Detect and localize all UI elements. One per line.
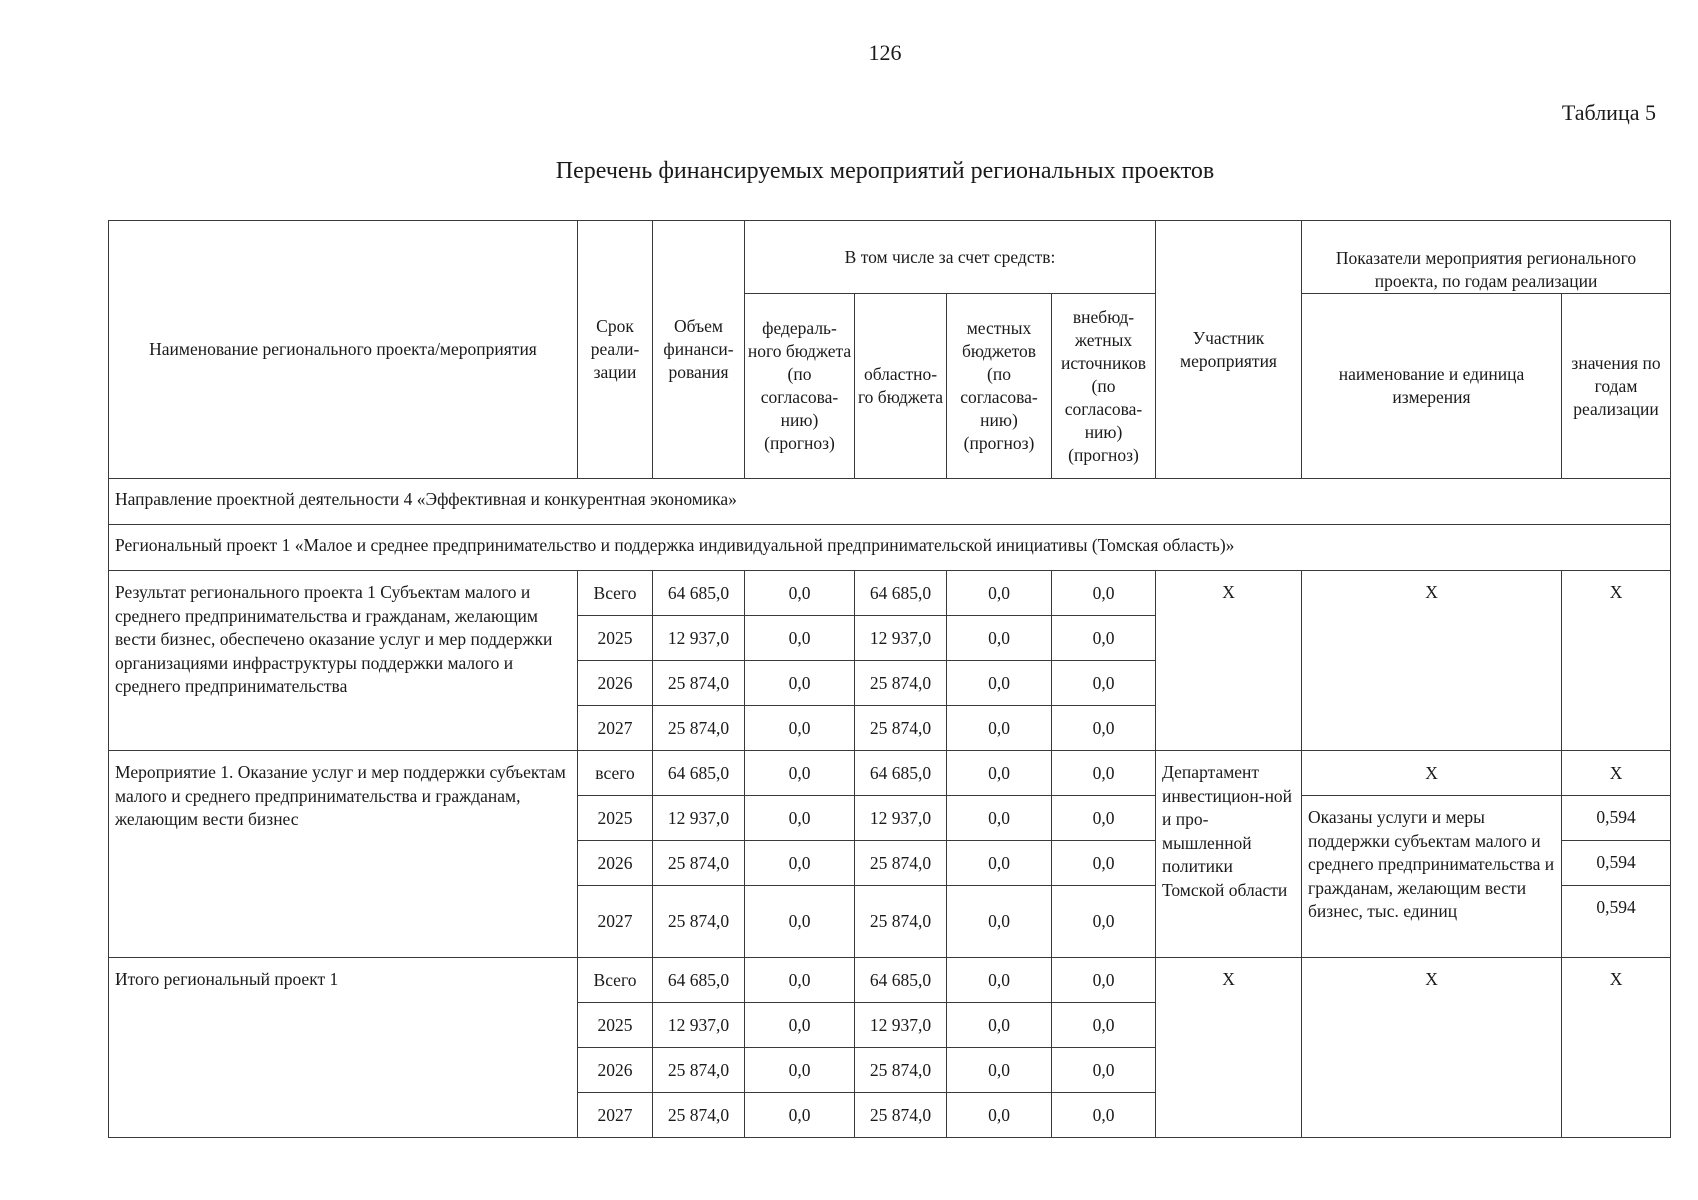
cell-indicator-name: Х [1302, 751, 1562, 796]
header-name: Наименование регионального проекта/мероприятия [109, 221, 578, 479]
cell-term: Всего [578, 571, 653, 616]
cell-extrabudget: 0,0 [1052, 661, 1156, 706]
cell-regional: 25 874,0 [855, 1048, 947, 1093]
cell-local: 0,0 [947, 616, 1052, 661]
cell-regional: 12 937,0 [855, 796, 947, 841]
cell-local: 0,0 [947, 1048, 1052, 1093]
cell-federal: 0,0 [745, 751, 855, 796]
cell-volume: 12 937,0 [653, 616, 745, 661]
cell-local: 0,0 [947, 1003, 1052, 1048]
table-row [109, 751, 1671, 796]
cell-extrabudget: 0,0 [1052, 706, 1156, 751]
row-name: Итого региональный проект 1 [109, 958, 578, 1138]
cell-volume: 64 685,0 [653, 751, 745, 796]
cell-federal: 0,0 [745, 841, 855, 886]
cell-participant: Департамент инвестицион-ной и про-мышленной политики Томской области [1156, 751, 1302, 958]
cell-term: всего [578, 751, 653, 796]
cell-extrabudget: 0,0 [1052, 1048, 1156, 1093]
cell-indicator-name: Х [1302, 571, 1562, 751]
header-indicator-values: значения по годам реализации [1562, 294, 1671, 479]
cell-term: 2026 [578, 841, 653, 886]
header-indicator-name: наименование и единица измерения [1302, 294, 1562, 479]
cell-local: 0,0 [947, 571, 1052, 616]
cell-term: 2025 [578, 616, 653, 661]
cell-extrabudget: 0,0 [1052, 841, 1156, 886]
cell-federal: 0,0 [745, 1003, 855, 1048]
table-row [109, 571, 1671, 616]
cell-indicator-name: Оказаны услуги и меры поддержки субъектам малого и среднего предпринимательства и гражданам, желающим вести бизнес, тыс. единиц [1302, 796, 1562, 958]
cell-term: 2026 [578, 661, 653, 706]
cell-participant: Х [1156, 958, 1302, 1138]
cell-federal: 0,0 [745, 1048, 855, 1093]
cell-extrabudget: 0,0 [1052, 1093, 1156, 1138]
direction-row: Направление проектной деятельности 4 «Эффективная и конкурентная экономика» [109, 479, 1671, 525]
cell-indicator-value: 0,594 [1562, 796, 1671, 841]
cell-volume: 64 685,0 [653, 571, 745, 616]
cell-indicator-value: Х [1562, 958, 1671, 1138]
cell-regional: 64 685,0 [855, 571, 947, 616]
cell-regional: 25 874,0 [855, 841, 947, 886]
cell-extrabudget: 0,0 [1052, 751, 1156, 796]
header-indicators: Показатели мероприятия регионального проекта, по годам реализации [1302, 221, 1671, 294]
cell-local: 0,0 [947, 706, 1052, 751]
cell-regional: 64 685,0 [855, 751, 947, 796]
cell-extrabudget: 0,0 [1052, 571, 1156, 616]
header-regional: областно-го бюджета [855, 294, 947, 479]
cell-term: 2027 [578, 1093, 653, 1138]
cell-indicator-value: Х [1562, 571, 1671, 751]
header-volume: Объем финанси-рования [653, 221, 745, 479]
cell-extrabudget: 0,0 [1052, 886, 1156, 958]
cell-indicator-value: Х [1562, 751, 1671, 796]
cell-federal: 0,0 [745, 571, 855, 616]
cell-indicator-value: 0,594 [1562, 841, 1671, 886]
cell-local: 0,0 [947, 886, 1052, 958]
table-row [109, 958, 1671, 1003]
cell-term: 2026 [578, 1048, 653, 1093]
cell-volume: 25 874,0 [653, 706, 745, 751]
cell-federal: 0,0 [745, 1093, 855, 1138]
cell-volume: 25 874,0 [653, 886, 745, 958]
cell-federal: 0,0 [745, 886, 855, 958]
cell-local: 0,0 [947, 796, 1052, 841]
cell-federal: 0,0 [745, 796, 855, 841]
cell-term: 2025 [578, 796, 653, 841]
cell-regional: 25 874,0 [855, 886, 947, 958]
cell-indicator-name: Х [1302, 958, 1562, 1138]
cell-volume: 25 874,0 [653, 841, 745, 886]
cell-extrabudget: 0,0 [1052, 796, 1156, 841]
cell-volume: 12 937,0 [653, 796, 745, 841]
cell-local: 0,0 [947, 1093, 1052, 1138]
cell-local: 0,0 [947, 661, 1052, 706]
cell-local: 0,0 [947, 958, 1052, 1003]
row-name: Мероприятие 1. Оказание услуг и мер поддержки субъектам малого и среднего предпринимательства и гражданам, желающим вести бизнес [109, 751, 578, 958]
cell-extrabudget: 0,0 [1052, 616, 1156, 661]
cell-federal: 0,0 [745, 661, 855, 706]
cell-term: 2025 [578, 1003, 653, 1048]
cell-volume: 25 874,0 [653, 1048, 745, 1093]
header-federal: федераль-ного бюджета (по согласова-нию) (прогноз) [745, 294, 855, 479]
cell-federal: 0,0 [745, 616, 855, 661]
financing-table [108, 220, 1671, 1138]
cell-term: 2027 [578, 886, 653, 958]
cell-local: 0,0 [947, 841, 1052, 886]
table-header [109, 221, 1671, 479]
header-including: В том числе за счет средств: [745, 221, 1156, 294]
row-name: Результат регионального проекта 1 Субъектам малого и среднего предпринимательства и гражданам, желающим вести бизнес, обеспечено оказание услуг и мер поддержки организациями инфраструктуры поддержки малого и среднего предпринимательства [109, 571, 578, 751]
cell-federal: 0,0 [745, 706, 855, 751]
cell-volume: 25 874,0 [653, 661, 745, 706]
cell-term: Всего [578, 958, 653, 1003]
cell-indicator-value: 0,594 [1562, 886, 1671, 958]
cell-extrabudget: 0,0 [1052, 958, 1156, 1003]
cell-local: 0,0 [947, 751, 1052, 796]
cell-volume: 64 685,0 [653, 958, 745, 1003]
header-local: местных бюджетов (по согласова-нию) (прогноз) [947, 294, 1052, 479]
table-body [109, 479, 1671, 1138]
header-extrabudget: внебюд-жетных источников (по согласова-нию) (прогноз) [1052, 294, 1156, 479]
header-participant: Участник мероприятия [1156, 221, 1302, 479]
cell-regional: 25 874,0 [855, 661, 947, 706]
header-term: Срок реали-зации [578, 221, 653, 479]
cell-regional: 64 685,0 [855, 958, 947, 1003]
cell-volume: 25 874,0 [653, 1093, 745, 1138]
cell-regional: 12 937,0 [855, 1003, 947, 1048]
project-row: Региональный проект 1 «Малое и среднее предпринимательство и поддержка индивидуальной предпринимательской инициативы (Томская область)» [109, 525, 1671, 571]
cell-volume: 12 937,0 [653, 1003, 745, 1048]
cell-regional: 25 874,0 [855, 1093, 947, 1138]
table-label: Таблица 5 [1561, 100, 1656, 125]
cell-term: 2027 [578, 706, 653, 751]
cell-extrabudget: 0,0 [1052, 1003, 1156, 1048]
cell-federal: 0,0 [745, 958, 855, 1003]
page-number: 126 [868, 40, 902, 65]
cell-regional: 25 874,0 [855, 706, 947, 751]
cell-participant: Х [1156, 571, 1302, 751]
cell-regional: 12 937,0 [855, 616, 947, 661]
document-title: Перечень финансируемых мероприятий региональных проектов [555, 158, 1215, 184]
